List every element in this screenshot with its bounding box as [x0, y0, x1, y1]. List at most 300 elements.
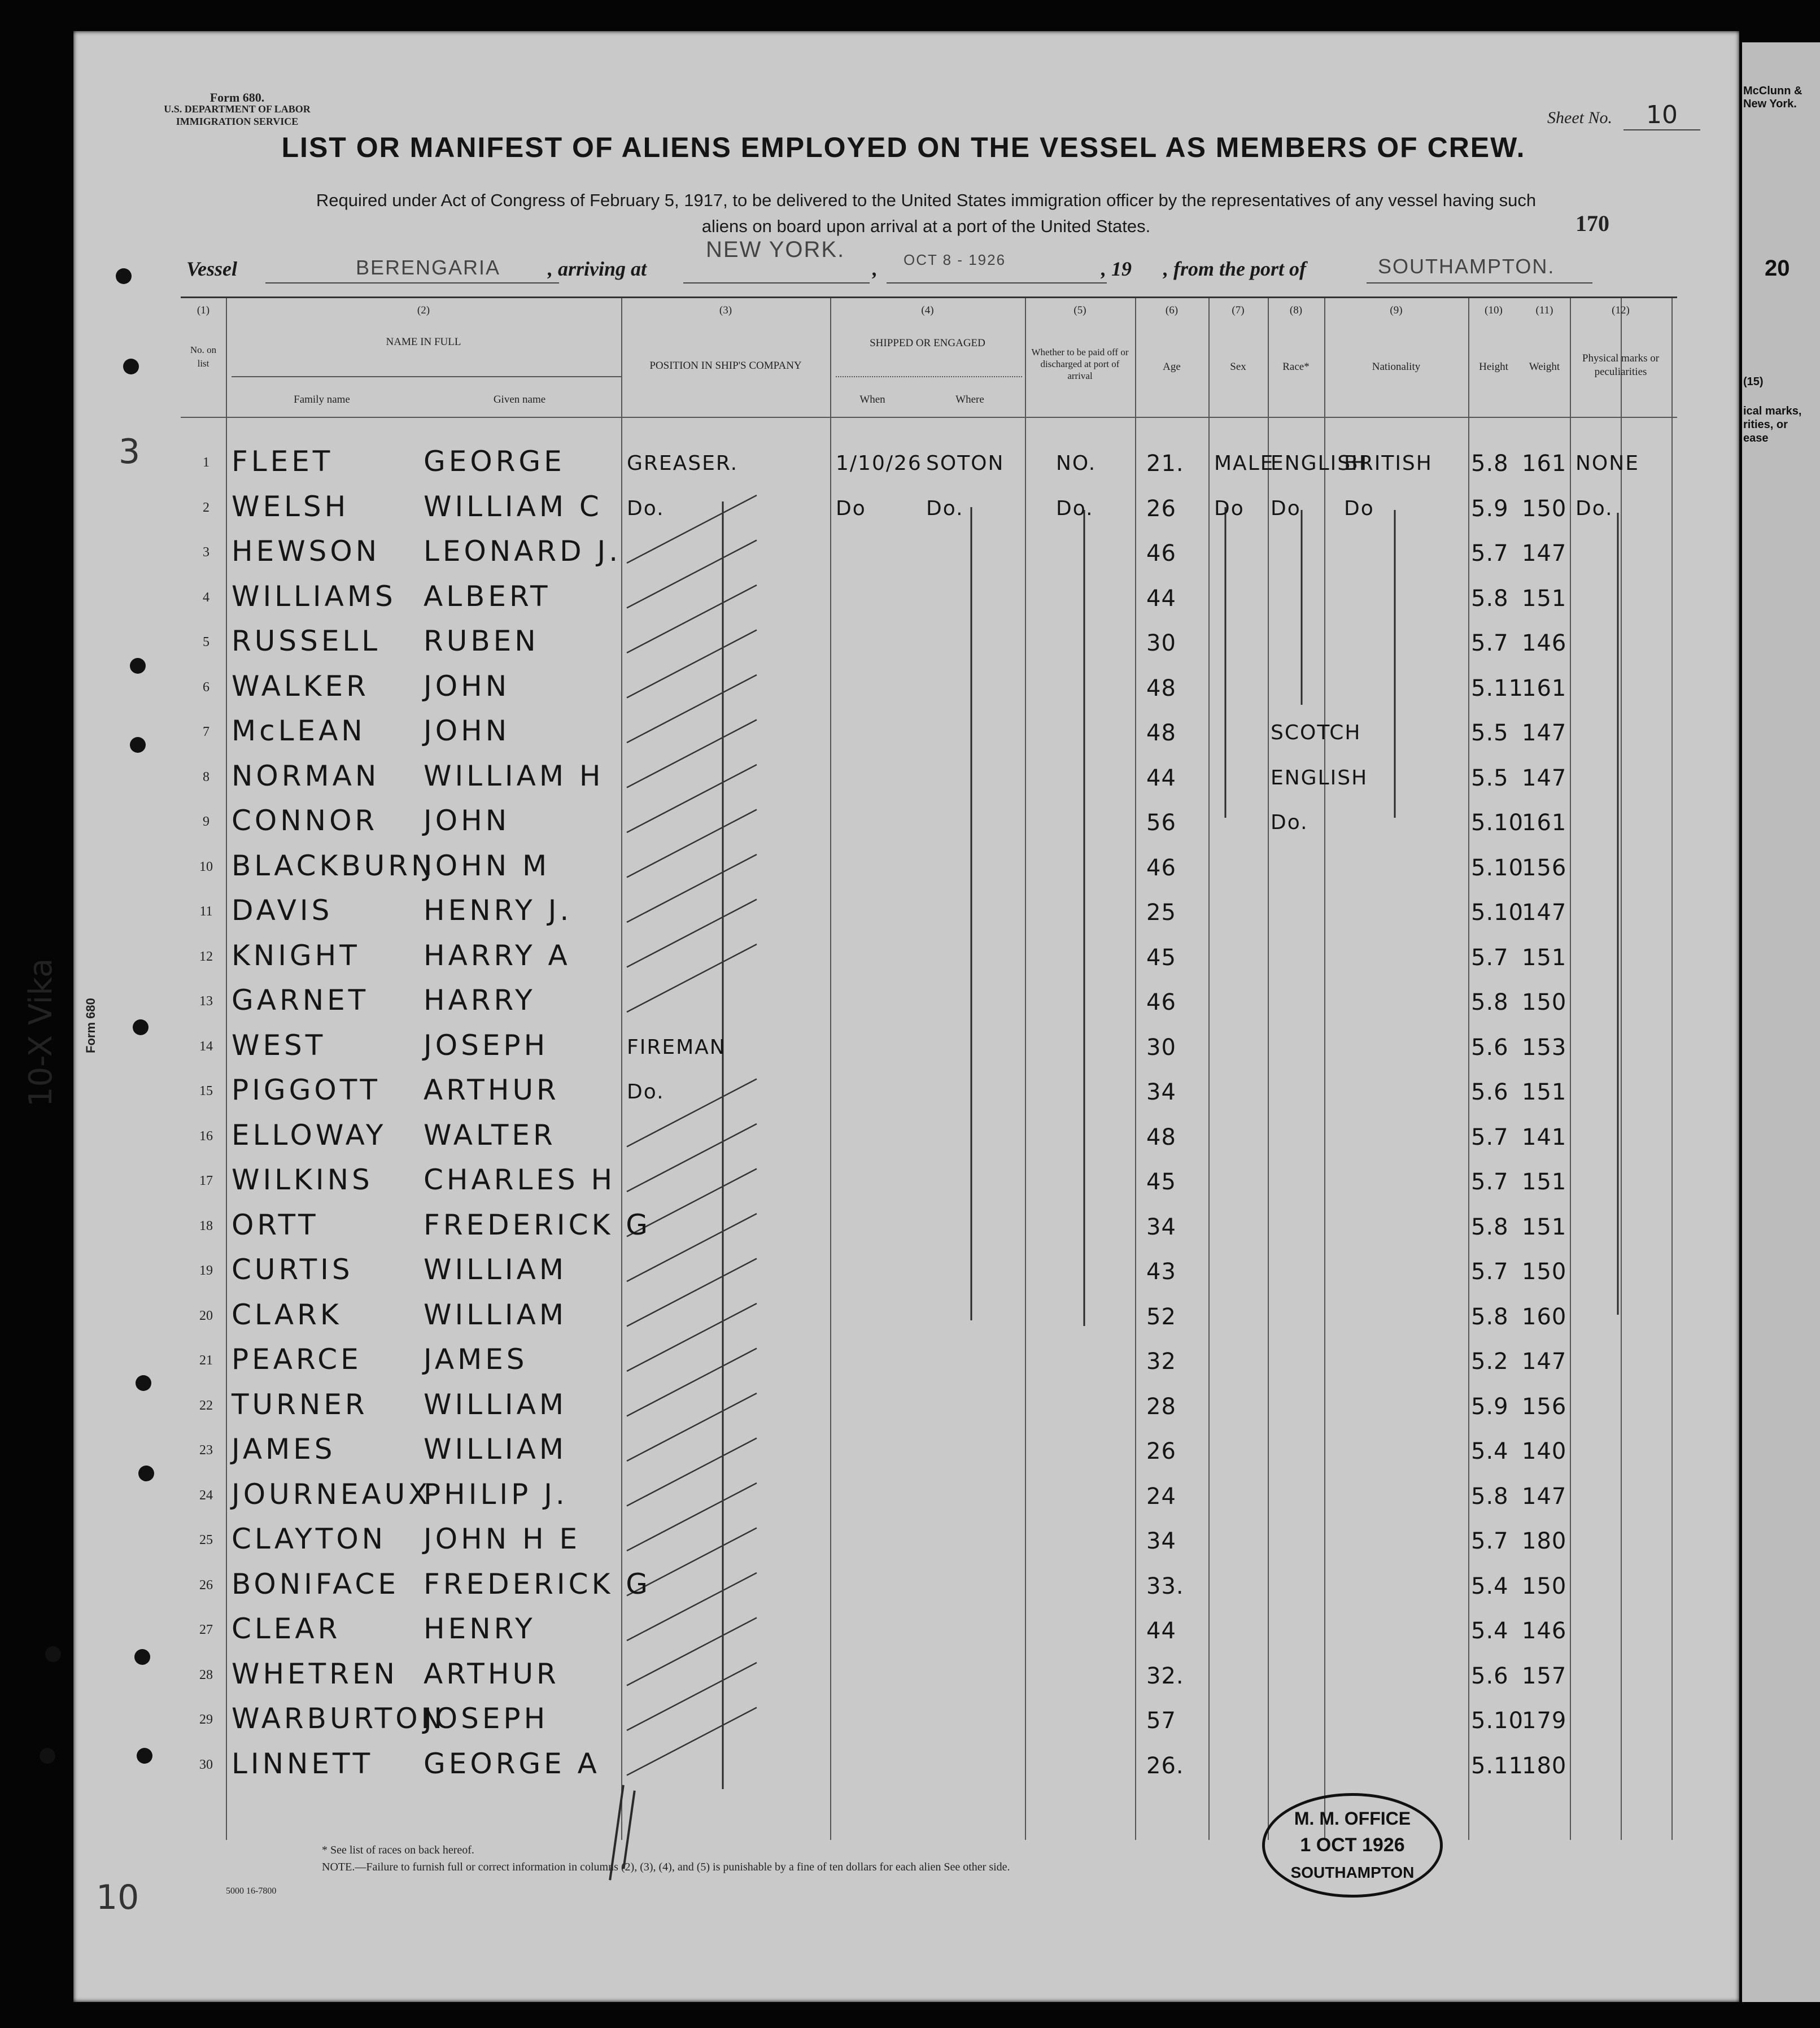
col-3-header: POSITION IN SHIP'S COMPANY: [649, 360, 802, 372]
cell-weight: 150: [1522, 495, 1567, 522]
cell-weight: 146: [1522, 1618, 1567, 1644]
sheet-number: [1547, 101, 1700, 129]
cell-age: 26.: [1146, 1752, 1184, 1779]
vessel-label: Vessel: [186, 258, 237, 280]
cell-family: WELSH: [232, 490, 350, 523]
cell-family: JAMES: [232, 1433, 336, 1466]
sheet-value: 10: [1623, 101, 1700, 130]
form-number: Form 680.: [210, 90, 265, 104]
cell-family: FLEET: [232, 445, 334, 478]
row-number: 2: [203, 500, 210, 515]
cell-weight: 161: [1522, 810, 1567, 836]
table-row: [181, 1696, 1677, 1741]
cell-given: GEORGE: [424, 445, 565, 478]
cell-given: GEORGE A: [424, 1747, 600, 1780]
strip-text-6: rities, or: [1743, 418, 1788, 431]
stamp-location: SOUTHAMPTON: [1290, 1864, 1415, 1881]
table-row: [181, 799, 1677, 843]
from-label: , from the port of: [1163, 258, 1307, 280]
col-3-num: (3): [719, 304, 732, 316]
col-2-num: (2): [417, 304, 430, 316]
cell-family: WILLIAMS: [232, 579, 396, 613]
table-row: [181, 574, 1677, 619]
cell-given: CHARLES H: [424, 1163, 616, 1196]
cell-sex: MALE: [1214, 452, 1275, 475]
department: U.S. DEPARTMENT OF LABOR: [164, 103, 311, 115]
cell-family: CURTIS: [232, 1253, 353, 1286]
cell-family: DAVIS: [232, 894, 333, 927]
cell-family: TURNER: [232, 1388, 368, 1421]
row-number: 17: [199, 1174, 213, 1188]
cell-weight: 141: [1522, 1124, 1567, 1150]
cell-weight: 156: [1522, 854, 1567, 881]
col-9-header: Nationality: [1372, 361, 1421, 373]
left-margin-note: 10-X Vika: [23, 958, 59, 1107]
row-number: 26: [199, 1577, 213, 1593]
row-number: 3: [203, 545, 210, 560]
cell-weight: 160: [1522, 1303, 1567, 1330]
serial-number: 170: [1575, 211, 1609, 236]
col-2a-header: Family name: [294, 394, 350, 405]
cell-height: 5.4: [1471, 1573, 1509, 1599]
vessel-line: [186, 237, 1598, 291]
cell-given: FREDERICK G: [424, 1208, 652, 1241]
cell-given: WILLIAM: [424, 1253, 567, 1286]
cell-height: 5.9: [1471, 495, 1509, 522]
cell-height: 5.8: [1471, 451, 1509, 477]
cell-weight: 153: [1522, 1034, 1567, 1061]
col-7-header: Sex: [1230, 361, 1246, 373]
side-form-label: Form 680: [84, 998, 98, 1053]
table-row: [181, 1023, 1677, 1068]
vessel-name: BERENGARIA: [356, 256, 501, 279]
cell-position: GREASER.: [627, 452, 739, 475]
cell-height: 5.8: [1471, 1303, 1509, 1330]
table-row: [181, 1517, 1677, 1562]
table-row: [181, 754, 1677, 799]
cell-family: CLAYTON: [232, 1523, 387, 1555]
cell-age: 48: [1146, 675, 1176, 701]
sheet-label: Sheet No.: [1547, 108, 1612, 127]
cell-age: 45: [1146, 944, 1176, 971]
cell-age: 45: [1146, 1169, 1176, 1195]
cell-family: RUSSELL: [232, 625, 381, 657]
cell-height: 5.8: [1471, 1214, 1509, 1240]
row-number: 28: [199, 1667, 213, 1682]
cell-weight: 179: [1522, 1708, 1567, 1734]
table-row: [181, 978, 1677, 1023]
cell-age: 30: [1146, 630, 1176, 656]
cell-given: JOHN: [424, 804, 510, 837]
cell-weight: 147: [1522, 540, 1567, 566]
cell-given: JOHN: [424, 669, 510, 703]
col-6-num: (6): [1165, 304, 1179, 316]
cell-given: ARTHUR: [424, 1657, 560, 1690]
cell-given: JOSEPH: [424, 1702, 549, 1735]
table-row: [181, 1248, 1677, 1292]
cell-marks: Do.: [1575, 496, 1613, 520]
cell-weight: 147: [1522, 1349, 1567, 1375]
cell-weight: 156: [1522, 1393, 1567, 1420]
row-number: 6: [203, 679, 210, 695]
strip-text-2: New York.: [1743, 98, 1797, 110]
cell-age: 57: [1146, 1708, 1176, 1734]
cell-weight: 147: [1522, 1483, 1567, 1510]
cell-given: WALTER: [424, 1118, 556, 1152]
cell-age: 32: [1146, 1349, 1176, 1375]
col-1-header: No. on list: [190, 344, 217, 369]
table-row: [181, 1562, 1677, 1607]
row-number: 4: [203, 590, 210, 605]
cell-race: Do.: [1271, 811, 1308, 834]
fine-note: NOTE.—Failure to furnish full or correct information in columns (2), (3), (4), and (5) is punishable by a fine of ten dollars for each alien See other side.: [322, 1861, 1010, 1873]
cell-family: JOURNEAUX: [232, 1477, 431, 1511]
col-7-num: (7): [1232, 304, 1245, 316]
cell-height: 5.10: [1471, 854, 1524, 881]
table-row: [181, 844, 1677, 888]
cell-height: 5.7: [1471, 1528, 1509, 1554]
cell-family: GARNET: [232, 984, 369, 1017]
punch-hole: [123, 359, 139, 374]
cell-age: 46: [1146, 989, 1176, 1015]
punch-hole: [134, 1649, 150, 1665]
cell-paid: Do.: [1056, 496, 1094, 520]
cell-given: JOHN H E: [424, 1523, 581, 1555]
col-12-num: (12): [1612, 304, 1630, 316]
row-number: 12: [199, 949, 213, 964]
col-12-header: Physical marks or peculiarities: [1582, 352, 1660, 378]
cell-age: 24: [1146, 1483, 1176, 1510]
table-row: [181, 1652, 1677, 1696]
cell-given: HENRY J.: [424, 894, 573, 927]
cell-weight: 151: [1522, 944, 1567, 971]
col-4-header: SHIPPED OR ENGAGED: [870, 337, 985, 349]
strip-text-5: ical marks,: [1743, 405, 1802, 417]
cell-height: 5.9: [1471, 1393, 1509, 1420]
col-2b-header: Given name: [493, 394, 546, 405]
cell-given: JOHN: [424, 714, 510, 747]
table-row: [181, 485, 1677, 529]
cell-height: 5.7: [1471, 944, 1509, 971]
cell-height: 5.8: [1471, 585, 1509, 612]
adjacent-page-strip: [1742, 42, 1820, 2002]
col-11-num: (11): [1535, 304, 1553, 316]
col-9-num: (9): [1390, 304, 1403, 316]
table-row: [181, 1382, 1677, 1427]
cell-weight: 180: [1522, 1752, 1567, 1779]
cell-family: CLEAR: [232, 1612, 341, 1645]
cell-weight: 147: [1522, 900, 1567, 926]
strip-text-4: (15): [1743, 376, 1764, 388]
cell-family: ORTT: [232, 1208, 319, 1241]
strip-text-7: ease: [1743, 432, 1769, 444]
cell-age: 44: [1146, 765, 1176, 791]
cell-weight: 146: [1522, 630, 1567, 656]
print-code: 5000 16-7800: [226, 1886, 277, 1896]
cell-race: ENGLISH: [1271, 766, 1368, 790]
cell-age: 30: [1146, 1034, 1176, 1061]
strip-text-3: 20: [1765, 256, 1790, 281]
cell-given: WILLIAM H: [424, 759, 604, 792]
cell-family: WHETREN: [232, 1657, 398, 1690]
cell-age: 43: [1146, 1259, 1176, 1285]
cell-race: SCOTCH: [1271, 721, 1361, 744]
cell-family: CLARK: [232, 1298, 342, 1331]
row-number: 10: [199, 859, 213, 874]
row-number: 5: [203, 635, 210, 649]
cell-nat: BRITISH: [1344, 452, 1433, 475]
cell-family: LINNETT: [232, 1747, 374, 1780]
cell-height: 5.7: [1471, 630, 1509, 656]
row-number: 24: [199, 1488, 213, 1503]
cell-family: McLEAN: [232, 714, 366, 747]
table-row: [181, 1203, 1677, 1248]
cell-when: Do: [836, 496, 866, 520]
cell-position: Do.: [627, 496, 665, 520]
table-row: [181, 1337, 1677, 1382]
row-number: 15: [199, 1084, 213, 1098]
cell-position: FIREMAN: [627, 1035, 726, 1059]
col-10-header: Height: [1479, 361, 1508, 373]
cell-given: FREDERICK G: [424, 1567, 652, 1600]
cell-race: Do: [1271, 496, 1301, 520]
margin-number-bottom: 10: [96, 1878, 139, 1917]
cell-given: ARTHUR: [424, 1074, 560, 1106]
margin-number: 3: [119, 432, 141, 472]
col-10-num: (10): [1485, 304, 1503, 316]
cell-age: 52: [1146, 1303, 1176, 1330]
col-5-num: (5): [1073, 304, 1086, 316]
cell-family: HEWSON: [232, 535, 381, 568]
row-number: 27: [199, 1623, 213, 1637]
cell-weight: 151: [1522, 1169, 1567, 1195]
cell-age: 25: [1146, 900, 1176, 926]
cell-weight: 157: [1522, 1663, 1567, 1689]
cell-age: 21.: [1146, 451, 1184, 477]
cell-age: 26: [1146, 1438, 1176, 1464]
cell-given: RUBEN: [424, 625, 539, 657]
cell-weight: 150: [1522, 1259, 1567, 1285]
cell-age: 28: [1146, 1393, 1176, 1420]
table-row: [181, 529, 1677, 574]
punch-hole: [138, 1466, 154, 1481]
page-title: LIST OR MANIFEST OF ALIENS EMPLOYED ON THE VESSEL AS MEMBERS OF CREW.: [281, 132, 1526, 163]
cell-height: 5.6: [1471, 1034, 1509, 1061]
cell-height: 5.10: [1471, 810, 1524, 836]
cell-height: 5.8: [1471, 989, 1509, 1015]
cell-family: CONNOR: [232, 804, 378, 837]
col-4b-header: Where: [955, 394, 984, 405]
table-row: [181, 664, 1677, 709]
cell-weight: 161: [1522, 451, 1567, 477]
cell-height: 5.10: [1471, 1708, 1524, 1734]
arriving-port: NEW YORK.: [706, 237, 845, 262]
cell-weight: 151: [1522, 1079, 1567, 1105]
cell-position: Do.: [627, 1080, 665, 1104]
cell-given: HARRY A: [424, 939, 571, 972]
cell-height: 5.4: [1471, 1438, 1509, 1464]
row-number: 13: [199, 994, 213, 1009]
punch-hole: [137, 1748, 152, 1764]
cell-weight: 147: [1522, 765, 1567, 791]
table-row: [181, 619, 1677, 664]
cell-height: 5.4: [1471, 1618, 1509, 1644]
cell-height: 5.8: [1471, 1483, 1509, 1510]
table-row: [181, 1607, 1677, 1651]
cell-family: BLACKBURN: [232, 849, 436, 882]
cell-height: 5.7: [1471, 540, 1509, 566]
cell-weight: 150: [1522, 1573, 1567, 1599]
cell-given: WILLIAM: [424, 1388, 567, 1421]
row-number: 16: [199, 1128, 213, 1144]
table-row: [181, 1293, 1677, 1337]
cell-family: ELLOWAY: [232, 1118, 387, 1152]
cell-age: 46: [1146, 854, 1176, 881]
table-row: [181, 439, 1677, 484]
cell-age: 32.: [1146, 1663, 1184, 1689]
cell-height: 5.10: [1471, 900, 1524, 926]
cell-given: HENRY: [424, 1612, 536, 1645]
cell-height: 5.7: [1471, 1169, 1509, 1195]
cell-given: HARRY: [424, 984, 536, 1017]
cell-height: 5.2: [1471, 1349, 1509, 1375]
cell-race: ENGLISH: [1271, 452, 1368, 475]
cell-height: 5.5: [1471, 765, 1509, 791]
row-number: 25: [199, 1533, 213, 1547]
cell-age: 56: [1146, 810, 1176, 836]
punch-hole: [136, 1375, 151, 1391]
cell-height: 5.6: [1471, 1663, 1509, 1689]
cell-age: 34: [1146, 1214, 1176, 1240]
year-label: , 19: [1101, 258, 1132, 280]
cell-family: NORMAN: [232, 759, 380, 792]
race-footnote: * See list of races on back hereof.: [322, 1844, 474, 1856]
cell-height: 5.11: [1471, 1752, 1524, 1779]
table-row: [181, 888, 1677, 933]
cell-weight: 180: [1522, 1528, 1567, 1554]
col-2-header: NAME IN FULL: [386, 336, 461, 348]
comma: ,: [872, 258, 878, 280]
cell-given: JOSEPH: [424, 1028, 549, 1062]
row-number: 29: [199, 1712, 213, 1727]
cell-marks: NONE: [1575, 452, 1639, 475]
cell-height: 5.11: [1471, 675, 1524, 701]
table-row: [181, 1742, 1677, 1786]
table-row: [181, 1068, 1677, 1113]
row-number: 7: [203, 725, 210, 739]
col-11-header: Weight: [1529, 361, 1560, 373]
cell-age: 46: [1146, 540, 1176, 566]
cell-weight: 150: [1522, 989, 1567, 1015]
row-number: 20: [199, 1308, 213, 1323]
cell-given: WILLIAM C: [424, 490, 603, 523]
table-row: [181, 709, 1677, 753]
stamp-office: M. M. OFFICE: [1294, 1808, 1411, 1829]
cell-height: 5.5: [1471, 720, 1509, 746]
cell-family: KNIGHT: [232, 939, 360, 972]
cell-family: PIGGOTT: [232, 1074, 381, 1106]
stamp-date: 1 OCT 1926: [1300, 1834, 1405, 1856]
cell-where: SOTON: [926, 452, 1005, 475]
table-row: [181, 1158, 1677, 1202]
cell-sex: Do: [1214, 496, 1245, 520]
cell-given: PHILIP J.: [424, 1477, 568, 1511]
row-number: 1: [203, 455, 210, 470]
punch-hole: [133, 1019, 149, 1035]
punch-hole: [116, 268, 132, 284]
cell-family: WEST: [232, 1028, 326, 1062]
col-8-header: Race*: [1282, 361, 1310, 373]
row-number: 23: [199, 1443, 213, 1458]
row-number: 21: [199, 1353, 213, 1368]
row-number: 9: [203, 814, 210, 829]
col-8-num: (8): [1289, 304, 1303, 316]
cell-height: 5.6: [1471, 1079, 1509, 1105]
cell-where: Do.: [926, 496, 964, 520]
punch-hole: [45, 1646, 61, 1662]
cell-age: 48: [1146, 720, 1176, 746]
cell-nat: Do: [1344, 496, 1374, 520]
cell-age: 44: [1146, 585, 1176, 612]
col-6-header: Age: [1163, 361, 1181, 373]
cell-given: WILLIAM: [424, 1433, 567, 1466]
cell-weight: 151: [1522, 1214, 1567, 1240]
from-port: SOUTHAMPTON.: [1378, 255, 1555, 278]
manifest-table: [181, 296, 1677, 1840]
cell-family: WALKER: [232, 669, 369, 703]
row-number: 18: [199, 1218, 213, 1233]
cell-age: 33.: [1146, 1573, 1184, 1599]
cell-age: 34: [1146, 1528, 1176, 1554]
punch-hole: [130, 737, 146, 753]
table-row: [181, 934, 1677, 978]
row-number: 30: [199, 1757, 213, 1772]
cell-given: JAMES: [424, 1343, 528, 1376]
cell-given: JOHN M: [424, 849, 551, 882]
cell-age: 34: [1146, 1079, 1176, 1105]
row-number: 8: [203, 769, 210, 784]
col-4-num: (4): [921, 304, 934, 316]
cell-height: 5.7: [1471, 1124, 1509, 1150]
cell-family: BONIFACE: [232, 1567, 399, 1600]
cell-height: 5.7: [1471, 1259, 1509, 1285]
cell-weight: 161: [1522, 675, 1567, 701]
cell-family: PEARCE: [232, 1343, 362, 1376]
cell-family: WILKINS: [232, 1163, 373, 1196]
cell-when: 1/10/26: [836, 452, 922, 475]
row-number: 19: [199, 1263, 213, 1278]
col-1-num: (1): [197, 304, 210, 316]
cell-age: 44: [1146, 1618, 1176, 1644]
row-number: 14: [199, 1039, 213, 1054]
subtitle-line-1: Required under Act of Congress of February 5, 1917, to be delivered to the United States immigration officer by the representatives of any vessel having such: [316, 190, 1537, 210]
strip-text-1: McClunn &: [1743, 85, 1802, 97]
cell-given: WILLIAM: [424, 1298, 567, 1331]
punch-hole: [130, 658, 146, 674]
table-row: [181, 1113, 1677, 1158]
arriving-label: , arriving at: [548, 258, 647, 280]
office-stamp: [1262, 1793, 1443, 1898]
row-number: 11: [199, 904, 213, 919]
col-5-header: Whether to be paid off or discharged at port of arrival: [1031, 347, 1129, 381]
cell-given: ALBERT: [424, 579, 551, 613]
cell-weight: 151: [1522, 585, 1567, 612]
table-row: [181, 1472, 1677, 1517]
service: IMMIGRATION SERVICE: [176, 116, 299, 127]
date-stamp: OCT 8 - 1926: [904, 251, 1006, 268]
row-number: 22: [199, 1398, 213, 1413]
punch-hole: [40, 1748, 55, 1764]
